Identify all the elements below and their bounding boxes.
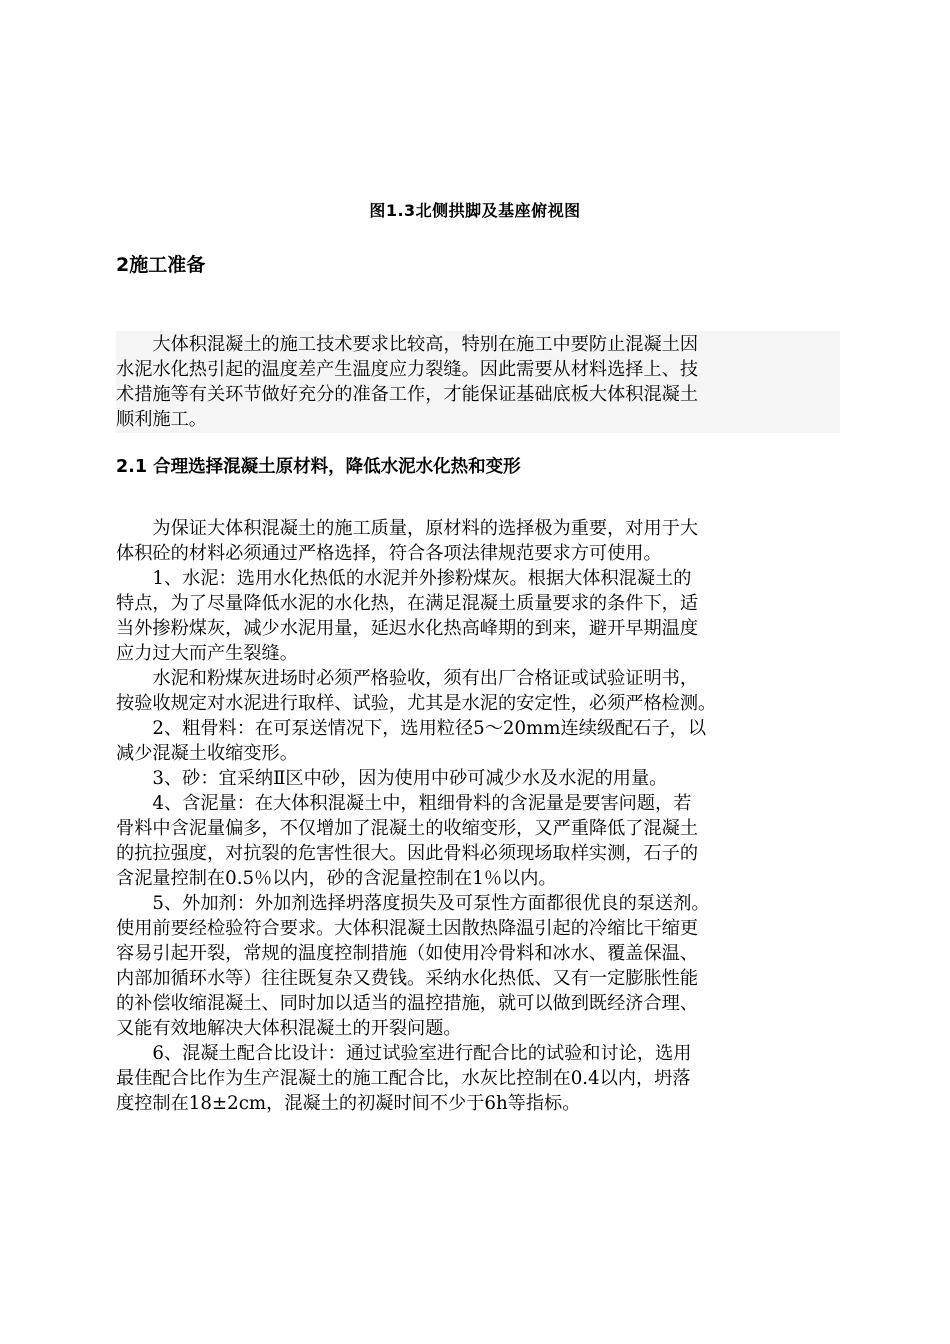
intro-line: 术措施等有关环节做好充分的准备工作，才能保证基础底板大体积混凝土 [116, 384, 699, 405]
body-line: 度控制在18±2cm，混凝土的初凝时间不少于6h等指标。 [116, 1093, 581, 1114]
body-line: 内部加循环水等）往往既复杂又费钱。采纳水化热低、又有一定膨胀性能 [116, 968, 699, 989]
body-line: 特点，为了尽量降低水泥的水化热，在满足混凝土质量要求的条件下，适 [116, 593, 699, 614]
body-line: 的补偿收缩混凝土、同时加以适当的温控措施，就可以做到既经济合理、 [116, 993, 699, 1014]
body-line: 5、外加剂：外加剂选择坍落度损失及可泵性方面都很优良的泵送剂。 [116, 893, 710, 914]
figure-caption: 图1.3北侧拱脚及基座俯视图 [369, 201, 581, 220]
body-line: 当外掺粉煤灰，减少水泥用量，延迟水化热高峰期的到来，避开早期温度 [116, 618, 699, 639]
body-line: 减少混凝土收缩变形。 [116, 743, 298, 764]
body-line: 1、水泥：选用水化热低的水泥并外掺粉煤灰。根据大体积混凝土的 [116, 568, 692, 589]
body-line: 4、含泥量：在大体积混凝土中，粗细骨料的含泥量是要害问题，若 [116, 793, 692, 814]
section-heading: 2施工准备 [116, 254, 206, 276]
body-line: 的抗拉强度，对抗裂的危害性很大。因此骨料必须现场取样实测，石子的 [116, 843, 699, 864]
body-line: 3、砂：宜采纳Ⅱ区中砂，因为使用中砂可减少水及水泥的用量。 [116, 768, 668, 789]
body-text [116, 516, 716, 1116]
intro-line: 顺利施工。 [116, 409, 207, 430]
body-line: 6、混凝土配合比设计：通过试验室进行配合比的试验和讨论，选用 [116, 1043, 692, 1064]
body-line: 容易引起开裂，常规的温度控制措施（如使用冷骨料和冰水、覆盖保温、 [116, 943, 699, 964]
body-line: 又能有效地解决大体积混凝土的开裂问题。 [116, 1018, 462, 1039]
body-line: 2、粗骨料：在可泵送情况下，选用粒径5～20mm连续级配石子，以 [116, 718, 707, 739]
body-line: 骨料中含泥量偏多，不仅增加了混凝土的收缩变形，又严重降低了混凝土 [116, 818, 699, 839]
intro-line: 水泥水化热引起的温度差产生温度应力裂缝。因此需要从材料选择上、技 [116, 359, 699, 380]
intro-line: 大体积混凝土的施工技术要求比较高，特别在施工中要防止混凝土因 [116, 334, 699, 355]
body-line: 体积砼的材料必须通过严格选择，符合各项法律规范要求方可使用。 [116, 543, 662, 564]
subsection-heading: 2.1 合理选择混凝土原材料，降低水泥水化热和变形 [116, 457, 521, 477]
intro-paragraph [116, 332, 698, 432]
body-line: 含泥量控制在0.5％以内，砂的含泥量控制在1％以内。 [116, 868, 557, 889]
body-line: 最佳配合比作为生产混凝土的施工配合比，水灰比控制在0.4以内，坍落 [116, 1068, 691, 1089]
body-line: 使用前要经检验符合要求。大体积混凝土因散热降温引起的冷缩比干缩更 [116, 918, 699, 939]
body-line: 为保证大体积混凝土的施工质量，原材料的选择极为重要，对用于大 [116, 518, 699, 539]
body-line: 应力过大而产生裂缝。 [116, 643, 298, 664]
body-line: 按验收规定对水泥进行取样、试验，尤其是水泥的安定性，必须严格检测。 [116, 693, 717, 714]
body-line: 水泥和粉煤灰进场时必须严格验收，须有出厂合格证或试验证明书， [116, 668, 699, 689]
